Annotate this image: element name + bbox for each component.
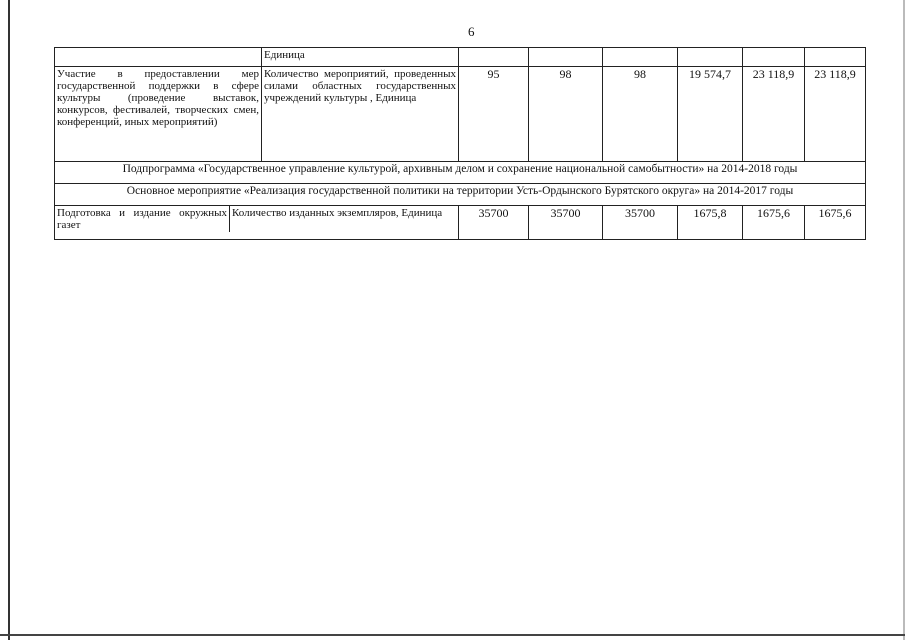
table-row [55,184,866,206]
table-row [55,67,866,162]
table-cell [678,48,743,67]
table-cell [603,48,678,67]
table-cell [55,48,262,67]
table-row [55,206,866,240]
main-event-heading: Основное мероприятие «Реализация государственной политики на территории Усть-Ордынского Бурятского округа» на 2014-2017 годы [55,184,866,206]
value-cell: 98 [529,67,603,162]
value-cell: 1675,8 [678,206,743,240]
scan-left-border [8,0,10,640]
indicator-cell: Количество мероприятий, проведенных силами областных государственных учреждений культуры , Единица [262,67,459,162]
value-cell: 35700 [529,206,603,240]
value-cell: 35700 [459,206,529,240]
table-cell: Единица [262,48,459,67]
value-cell: 1675,6 [805,206,866,240]
table-row [55,162,866,184]
value-cell: 19 574,7 [678,67,743,162]
value-cell: 95 [459,67,529,162]
merged-text-cell [55,206,459,240]
activity-cell: Участие в предоставлении мер государственной поддержки в сфере культуры (проведение выставок, конкурсов, фестивалей, творческих смен, конференций, иных мероприятий) [55,67,262,162]
table-cell [743,48,805,67]
table-cell [459,48,529,67]
value-cell: 23 118,9 [743,67,805,162]
page-number: 6 [468,24,475,39]
table-cell [529,48,603,67]
value-cell: 1675,6 [743,206,805,240]
activity-cell: Подготовка и издание окружных газет [55,206,230,232]
program-table [54,47,866,240]
indicator-cell: Количество изданных экземпляров, Единица [232,207,443,219]
scan-bottom-border [0,634,905,636]
table-cell [805,48,866,67]
value-cell: 35700 [603,206,678,240]
value-cell: 98 [603,67,678,162]
subprogram-heading: Подпрограмма «Государственное управление культурой, архивным делом и сохранение национальной самобытности» на 2014-2018 годы [55,162,866,184]
value-cell: 23 118,9 [805,67,866,162]
table-row [55,48,866,67]
